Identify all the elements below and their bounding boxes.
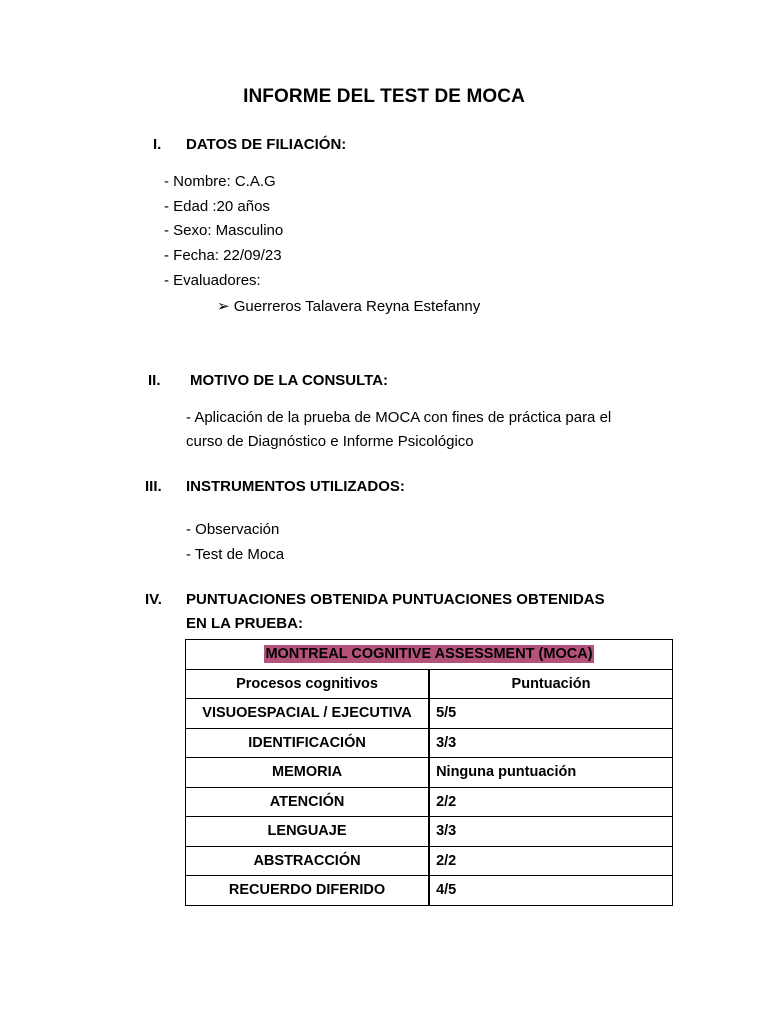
table-row xyxy=(186,787,673,817)
row-score: 2/2 xyxy=(429,787,672,817)
section-3-number: III. xyxy=(145,478,162,495)
table-row xyxy=(186,817,673,847)
filiacion-sexo: - Sexo: Masculino xyxy=(164,222,284,239)
row-process: VISUOESPACIAL / EJECUTIVA xyxy=(186,699,430,729)
instrumento-observacion: - Observación xyxy=(186,521,280,538)
table-caption: MONTREAL COGNITIVE ASSESSMENT (MOCA) xyxy=(265,646,593,663)
row-process: ABSTRACCIÓN xyxy=(186,846,430,876)
row-score: 4/5 xyxy=(429,876,672,906)
row-process: MEMORIA xyxy=(186,758,430,788)
table-header-row xyxy=(186,669,673,699)
section-1-title: DATOS DE FILIACIÓN: xyxy=(186,136,347,153)
table-row xyxy=(186,758,673,788)
filiacion-nombre: - Nombre: C.A.G xyxy=(164,173,276,190)
row-score: Ninguna puntuación xyxy=(429,758,672,788)
header-procesos: Procesos cognitivos xyxy=(186,669,430,699)
table-caption-cell xyxy=(186,640,673,670)
section-4-title-line-2: EN LA PRUEBA: xyxy=(186,615,303,632)
section-2-number: II. xyxy=(148,372,161,389)
instrumento-test: - Test de Moca xyxy=(186,546,285,563)
header-puntuacion: Puntuación xyxy=(429,669,672,699)
section-4-number: IV. xyxy=(145,591,162,608)
row-process: IDENTIFICACIÓN xyxy=(186,728,430,758)
evaluador-name: ➢ Guerreros Talavera Reyna Estefanny xyxy=(217,298,481,315)
section-4-title-line-1: PUNTUACIONES OBTENIDA PUNTUACIONES OBTENIDAS xyxy=(186,591,605,608)
row-score: 5/5 xyxy=(429,699,672,729)
table-row xyxy=(186,876,673,906)
table-row xyxy=(186,728,673,758)
filiacion-evaluadores: - Evaluadores: xyxy=(164,272,261,289)
row-process: ATENCIÓN xyxy=(186,787,430,817)
section-2-title: MOTIVO DE LA CONSULTA: xyxy=(190,372,389,389)
row-score: 3/3 xyxy=(429,728,672,758)
filiacion-edad: - Edad :20 años xyxy=(164,198,270,215)
table-caption-row xyxy=(186,640,673,670)
row-score: 3/3 xyxy=(429,817,672,847)
moca-results-table xyxy=(185,639,673,906)
motivo-line-2: curso de Diagnóstico e Informe Psicológico xyxy=(186,433,474,450)
document-title: INFORME DEL TEST DE MOCA xyxy=(243,86,525,107)
row-process: LENGUAJE xyxy=(186,817,430,847)
row-process: RECUERDO DIFERIDO xyxy=(186,876,430,906)
motivo-line-1: - Aplicación de la prueba de MOCA con fines de práctica para el xyxy=(186,409,612,426)
table-row xyxy=(186,846,673,876)
section-1-number: I. xyxy=(153,136,162,153)
row-score: 2/2 xyxy=(429,846,672,876)
section-3-title: INSTRUMENTOS UTILIZADOS: xyxy=(186,478,405,495)
table-row xyxy=(186,699,673,729)
filiacion-fecha: - Fecha: 22/09/23 xyxy=(164,247,282,264)
